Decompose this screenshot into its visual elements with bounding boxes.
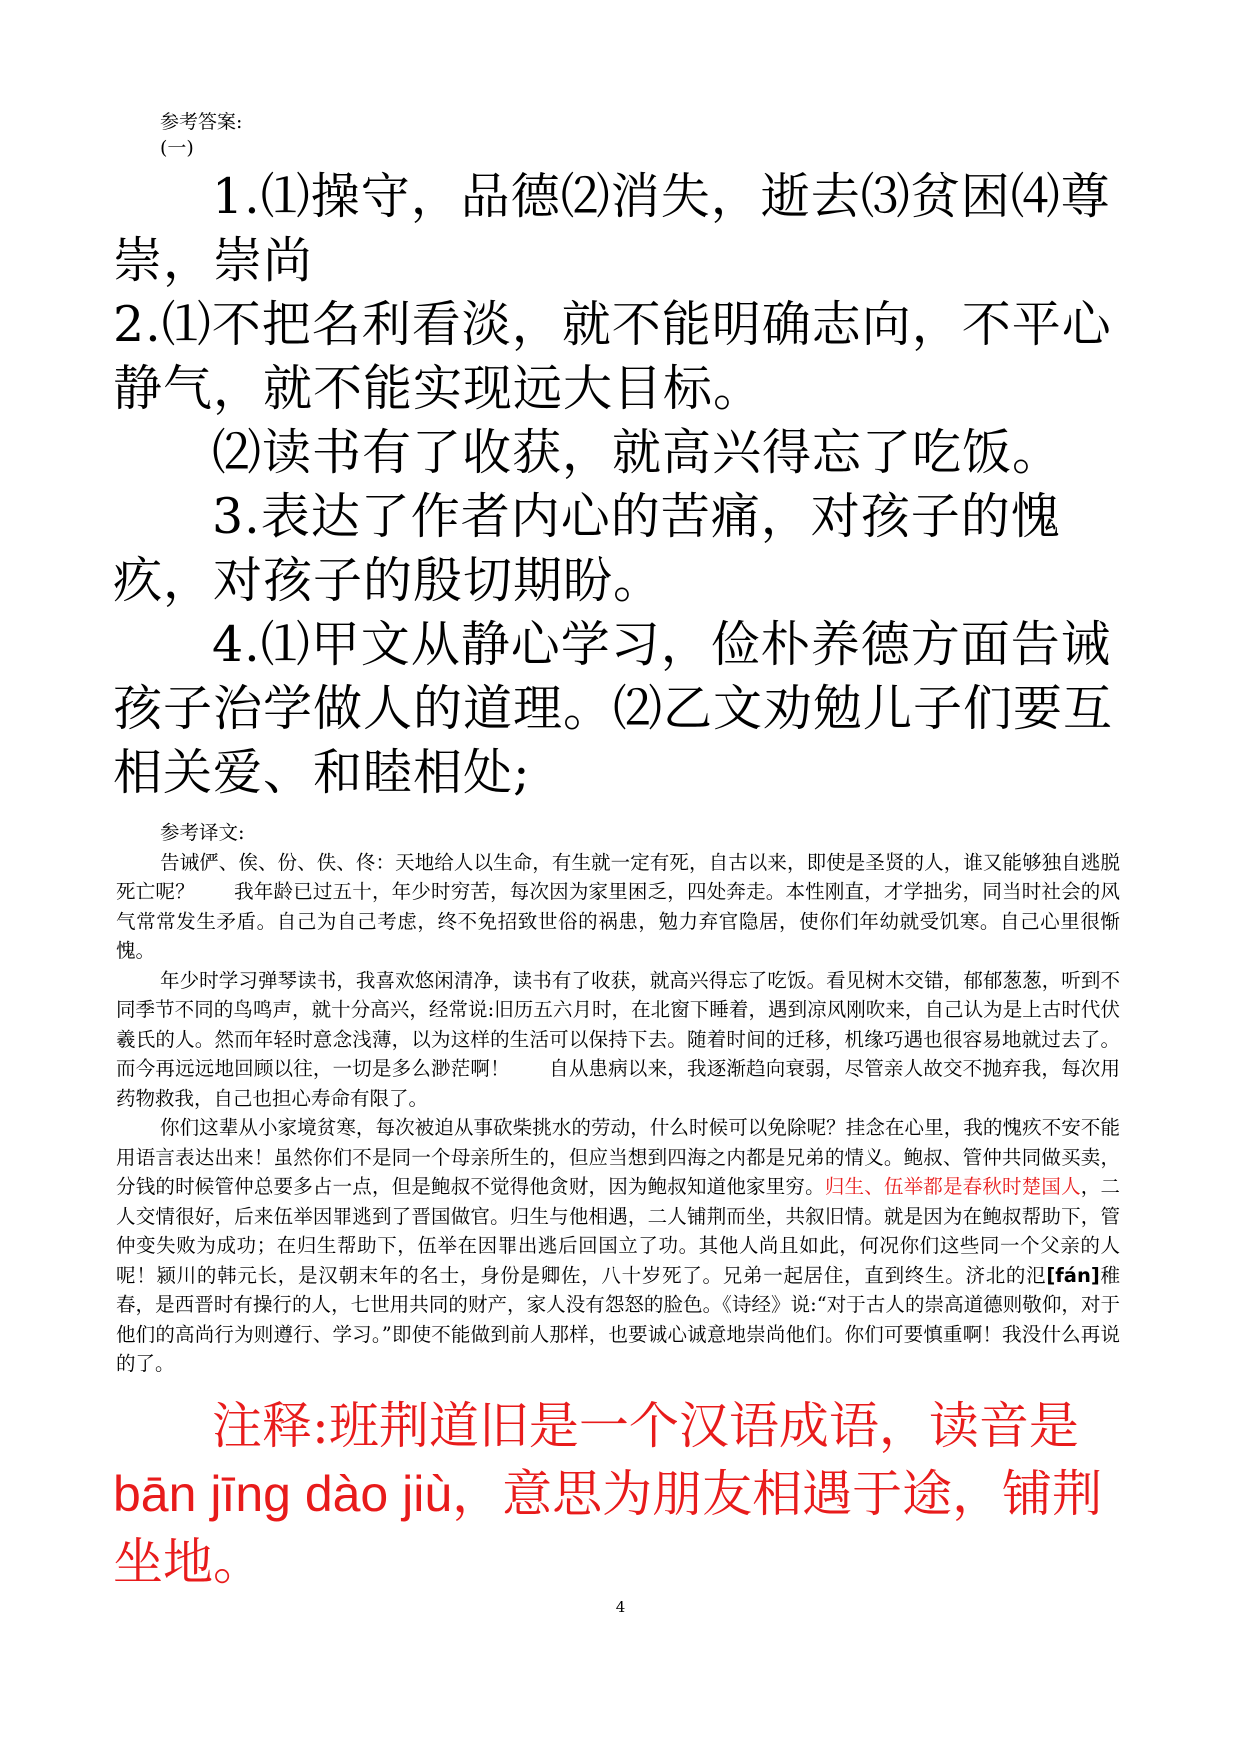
- answer-2-part2: ⑵读书有了收获，就高兴得忘了吃饭。: [212, 424, 1063, 481]
- answer-2-part1: 2.⑴不把名利看淡，就不能明确志向，不平心静气，就不能实现远大目标。: [113, 296, 1112, 417]
- highlighted-text: 归生、伍举都是春秋时楚国人: [824, 1175, 1081, 1198]
- section-label: (一): [160, 137, 194, 159]
- translation-block: [116, 818, 1120, 1379]
- translation-paragraph-1: 告诫俨、俟、份、佚、佟：天地给人以生命，有生就一定有死，自古以来，即使是圣贤的人，谁又能够独自逃脱死亡呢？ 我年龄已过五十，年少时穷苦，每次因为家里困乏，四处奔走。本性刚直，才学拙劣，同当时社会的风气常常发生矛盾。自己为自己考虑，终不免招致世俗的祸患，勉力弃官隐居，使你们年幼就受饥寒。自己心里很惭愧。: [116, 850, 1120, 962]
- note-prefix: 注释:班荆道旧是一个汉语成语，读音是: [212, 1397, 1079, 1455]
- translation-title: 参考译文:: [160, 821, 245, 844]
- translation-paragraph-3: [116, 1113, 1120, 1379]
- translation-paragraph-2: 年少时学习弹琴读书，我喜欢悠闲清净，读书有了收获，就高兴得忘了吃饭。看见树木交错，郁郁葱葱，听到不同季节不同的鸟鸣声，就十分高兴，经常说:旧历五六月时，在北窗下睡着，遇到凉风刚吹来，自己认为是上古时代伏羲氏的人。然而年轻时意念浅薄，以为这样的生活可以保持下去。随着时间的迁移，机缘巧遇也很容易地就过去了。而今再远远地回顾以往，一切是多么渺茫啊！ 自从患病以来，我逐渐趋向衰弱，尽管亲人故交不抛弃我，每次用药物救我，自己也担心寿命有限了。: [116, 968, 1120, 1110]
- answer-label: 参考答案:: [160, 111, 243, 133]
- idiom-note: [113, 1392, 1123, 1596]
- translation-text: 你们这辈从小家境贫寒，每次被迫从事砍柴挑水的劳动，什么时候可以免除呢？挂念在心里，我的愧疚不安不能用语言表达出来！虽然你们不是同一个母亲所生的，但应当想到四海之内都是兄弟的情义。鲍叔、管仲共同做买卖，分钱的时候管仲总要多占一点，但是鲍叔不觉得他贪财，因为鲍叔知道他家里穷。: [116, 1116, 1120, 1198]
- answer-1: 1.⑴操守，品德⑵消失，逝去⑶贫困⑷尊崇，崇尚: [113, 168, 1111, 289]
- pinyin-annotation: [fán]: [1046, 1263, 1100, 1287]
- translation-text: ，二人交情很好，后来伍举因罪逃到了晋国做官。归生与他相遇，二人铺荆而坐，共叙旧情。就是因为在鲍叔帮助下，管仲变失败为成功；在归生帮助下，伍举在因罪出逃后回国立了功。其他人尚且如此，何况你们这些同一个父亲的人呢！颍川的韩元长，是汉朝末年的名士，身份是卿佐，八十岁死了。兄弟一起居住，直到终生。济北的氾: [116, 1175, 1120, 1287]
- page-number: 4: [615, 1598, 626, 1616]
- answer-3: 3.表达了作者内心的苦痛，对孩子的愧疚，对孩子的殷切期盼。: [113, 488, 1061, 609]
- answer-4: 4.⑴甲文从静心学习，俭朴养德方面告诫孩子治学做人的道理。⑵乙文劝勉儿子们要互相关爱、和睦相处;: [113, 616, 1114, 801]
- note-pinyin: bān jīng dào jiù: [113, 1466, 453, 1522]
- note-suffix: ，意思为朋友相遇于途，铺荆坐地。: [113, 1465, 1103, 1591]
- translation-text: 稚春，是西晋时有操行的人，七世用共同的财产，家人没有怨怒的脸色。《诗经》说:“对于古人的崇高道德则敬仰，对于他们的高尚行为则遵行、学习。”即使不能做到前人那样，也要诚心诚意地崇尚他们。你们可要慎重啊！我没什么再说的了。: [116, 1263, 1120, 1375]
